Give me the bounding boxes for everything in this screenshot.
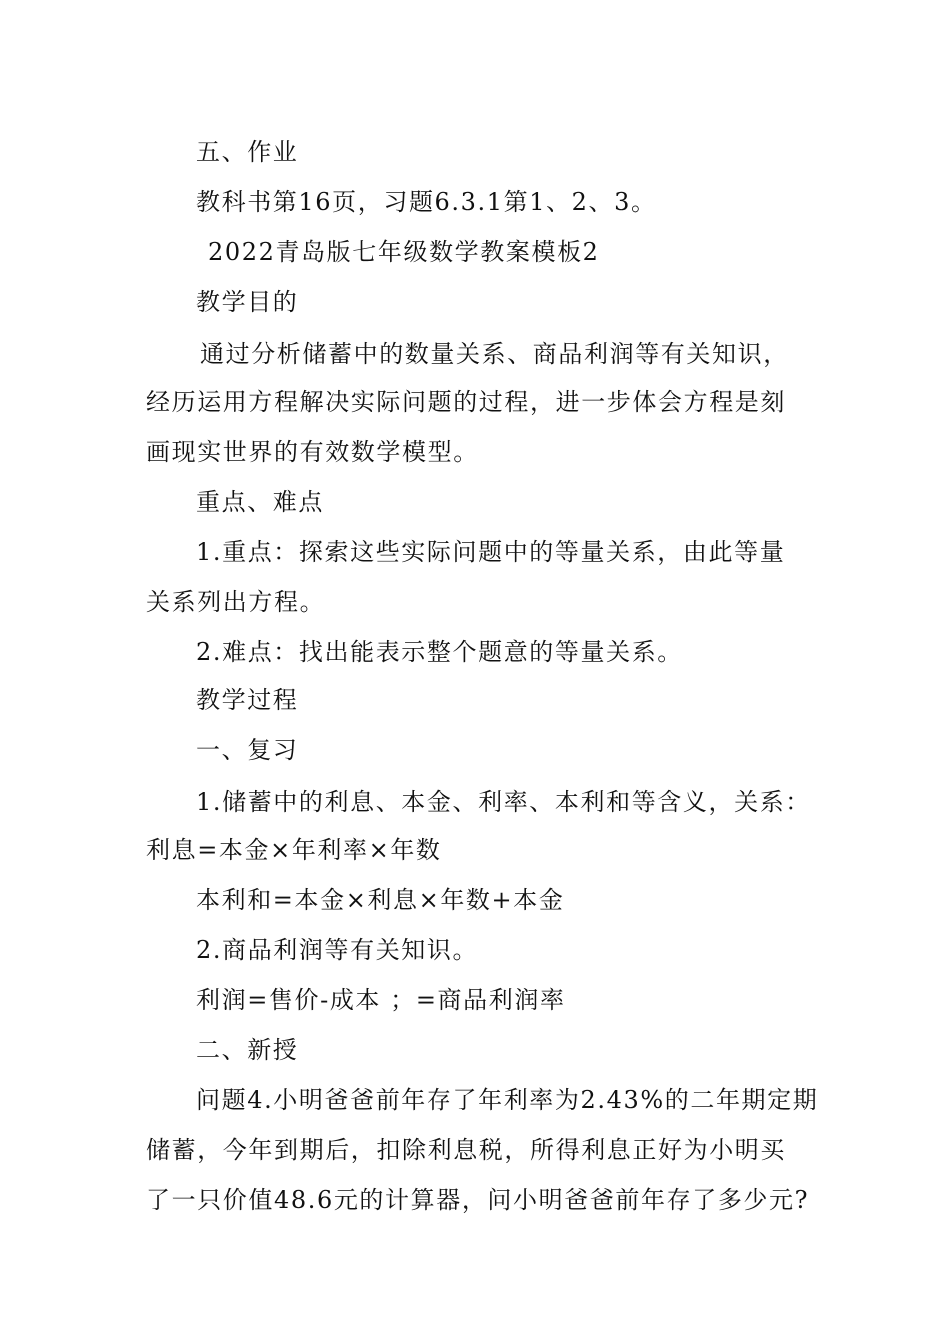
section-heading-review: 一、复习 [196,736,299,764]
review-item-2: 2.商品利润等有关知识。 [196,936,479,964]
difficult-point: 2.难点：找出能表示整个题意的等量关系。 [196,638,683,666]
objective-text-line-3: 画现实世界的有效数学模型。 [146,438,479,466]
problem-4-line-3: 了一只价值48.6元的计算器，问小明爸爸前年存了多少元? [146,1186,810,1214]
section-heading-homework: 五、作业 [196,138,299,166]
heading-teaching-process: 教学过程 [196,686,299,714]
homework-text: 教科书第16页，习题6.3.1第1、2、3。 [196,188,657,216]
heading-teaching-objective: 教学目的 [196,288,299,316]
formula-interest: 利息=本金×年利率×年数 [146,836,442,864]
formula-principal-plus-interest: 本利和=本金×利息×年数+本金 [196,886,565,914]
review-item-1: 1.储蓄中的利息、本金、利率、本利和等含义，关系： [196,788,811,816]
key-point-line-2: 关系列出方程。 [146,588,326,616]
key-point-line-1: 1.重点：探索这些实际问题中的等量关系，由此等量 [196,538,786,566]
lesson-plan-title: 2022青岛版七年级数学教案模板2 [208,238,600,266]
problem-4-line-2: 储蓄，今年到期后，扣除利息税，所得利息正好为小明买 [146,1136,786,1164]
objective-text-line-1: 通过分析储蓄中的数量关系、商品利润等有关知识， [200,340,789,368]
objective-text-line-2: 经历运用方程解决实际问题的过程，进一步体会方程是刻 [146,388,786,416]
formula-profit: 利润=售价-成本 ；=商品利润率 [196,986,566,1014]
problem-4-line-1: 问题4.小明爸爸前年存了年利率为2.43%的二年期定期 [196,1086,819,1114]
heading-key-difficult-points: 重点、难点 [196,488,324,516]
section-heading-new-lesson: 二、新授 [196,1036,299,1064]
